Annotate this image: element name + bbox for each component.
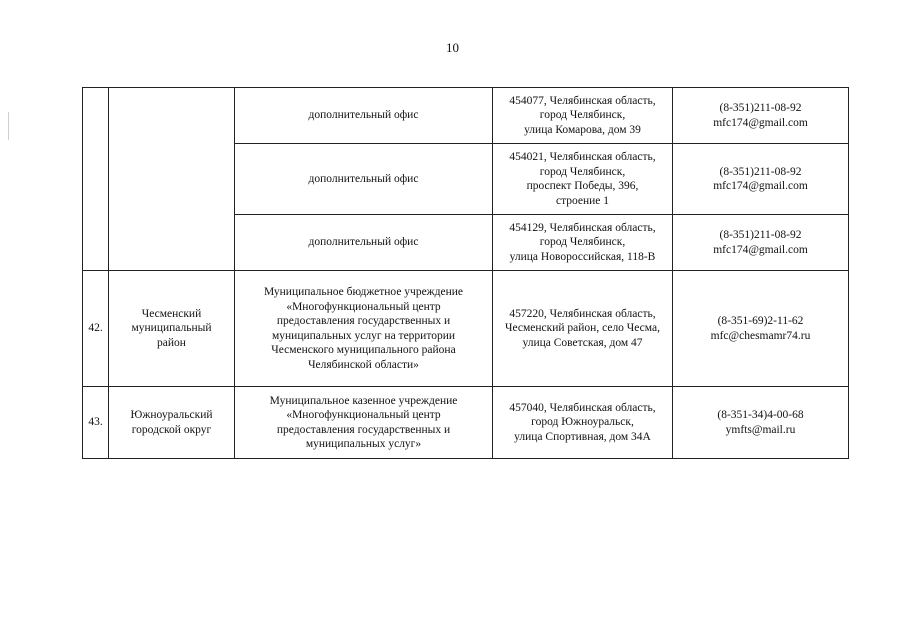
organization-cell: Муниципальное казенное учреждение «Многофункциональный центр предоставления государственных и муниципальных услуг» xyxy=(235,387,493,459)
contact-cell xyxy=(673,144,849,215)
address-cell: 457220, Челябинская область, Чесменский район, село Чесма, улица Советская, дом 47 xyxy=(493,271,673,387)
phone-number: (8-351-34)4-00-68 xyxy=(717,409,804,421)
organization-cell: дополнительный офис xyxy=(235,215,493,271)
contact-cell xyxy=(673,88,849,144)
email-address: mfc174@gmail.com xyxy=(713,116,808,129)
district-cell xyxy=(109,88,235,271)
organization-cell: дополнительный офис xyxy=(235,144,493,215)
address-cell: 457040, Челябинская область, город Южноуральск, улица Спортивная, дом 34А xyxy=(493,387,673,459)
table-row xyxy=(83,271,849,387)
page-number: 10 xyxy=(446,40,459,55)
address-cell: 454077, Челябинская область, город Челябинск, улица Комарова, дом 39 xyxy=(493,88,673,144)
address-cell: 454129, Челябинская область, город Челябинск, улица Новороссийская, 118-В xyxy=(493,215,673,271)
email-address: mfc@chesmamr74.ru xyxy=(710,329,811,342)
address-cell: 454021, Челябинская область, город Челябинск, проспект Победы, 396, строение 1 xyxy=(493,144,673,215)
email-address: mfc174@gmail.com xyxy=(713,243,808,256)
phone-number: (8-351)211-08-92 xyxy=(719,102,802,114)
margin-mark xyxy=(8,112,9,140)
contact-cell xyxy=(673,271,849,387)
organization-cell: Муниципальное бюджетное учреждение «Многофункциональный центр предоставления государственных и муниципальных услуг на территории Чесменского муниципального района Челябинской области» xyxy=(235,271,493,387)
contact-cell xyxy=(673,215,849,271)
phone-number: (8-351)211-08-92 xyxy=(719,229,802,241)
email-address: ymfts@mail.ru xyxy=(725,423,796,436)
row-number-cell: 43. xyxy=(83,387,109,459)
mfc-offices-table xyxy=(82,87,849,459)
table-row xyxy=(83,88,849,144)
district-cell: Южноуральский городской округ xyxy=(109,387,235,459)
organization-cell: дополнительный офис xyxy=(235,88,493,144)
row-number-cell: 42. xyxy=(83,271,109,387)
email-address: mfc174@gmail.com xyxy=(713,180,808,192)
contact-cell xyxy=(673,387,849,459)
phone-number: (8-351-69)2-11-62 xyxy=(717,315,804,327)
district-cell: Чесменский муниципальный район xyxy=(109,271,235,387)
row-number-cell xyxy=(83,88,109,271)
table-row xyxy=(83,387,849,459)
phone-number: (8-351)211-08-92 xyxy=(719,165,802,178)
